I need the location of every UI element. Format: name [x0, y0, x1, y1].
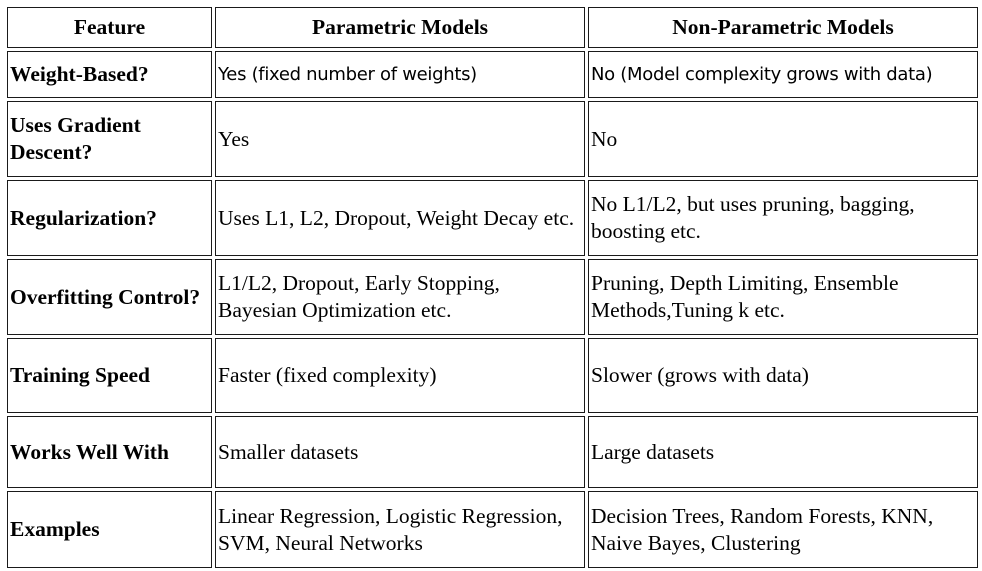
nonparametric-cell: No L1/L2, but uses pruning, bagging, boosting etc.	[588, 180, 978, 256]
table-row	[7, 259, 978, 335]
parametric-cell: Faster (fixed complexity)	[215, 338, 585, 413]
table-header	[7, 7, 978, 48]
feature-cell: Training Speed	[7, 338, 212, 413]
table-row	[7, 101, 978, 177]
header-row	[7, 7, 978, 48]
nonparametric-cell: Large datasets	[588, 416, 978, 488]
feature-cell: Weight-Based?	[7, 51, 212, 98]
parametric-cell: Linear Regression, Logistic Regression, SVM, Neural Networks	[215, 491, 585, 568]
nonparametric-cell: No (Model complexity grows with data)	[588, 51, 978, 98]
header-parametric: Parametric Models	[215, 7, 585, 48]
parametric-cell: Smaller datasets	[215, 416, 585, 488]
comparison-table	[4, 4, 981, 571]
table-row	[7, 338, 978, 413]
table-row	[7, 491, 978, 568]
nonparametric-cell: Slower (grows with data)	[588, 338, 978, 413]
feature-cell: Uses Gradient Descent?	[7, 101, 212, 177]
nonparametric-cell: Pruning, Depth Limiting, Ensemble Methods,Tuning k etc.	[588, 259, 978, 335]
nonparametric-cell: Decision Trees, Random Forests, KNN, Naive Bayes, Clustering	[588, 491, 978, 568]
parametric-cell: L1/L2, Dropout, Early Stopping, Bayesian Optimization etc.	[215, 259, 585, 335]
header-feature: Feature	[7, 7, 212, 48]
feature-cell: Regularization?	[7, 180, 212, 256]
table-body	[7, 51, 978, 568]
feature-cell: Works Well With	[7, 416, 212, 488]
table-row	[7, 51, 978, 98]
feature-cell: Overfitting Control?	[7, 259, 212, 335]
parametric-cell: Yes	[215, 101, 585, 177]
table-row	[7, 416, 978, 488]
parametric-cell: Yes (fixed number of weights)	[215, 51, 585, 98]
feature-cell: Examples	[7, 491, 212, 568]
header-nonparametric: Non-Parametric Models	[588, 7, 978, 48]
parametric-cell: Uses L1, L2, Dropout, Weight Decay etc.	[215, 180, 585, 256]
nonparametric-cell: No	[588, 101, 978, 177]
table-row	[7, 180, 978, 256]
